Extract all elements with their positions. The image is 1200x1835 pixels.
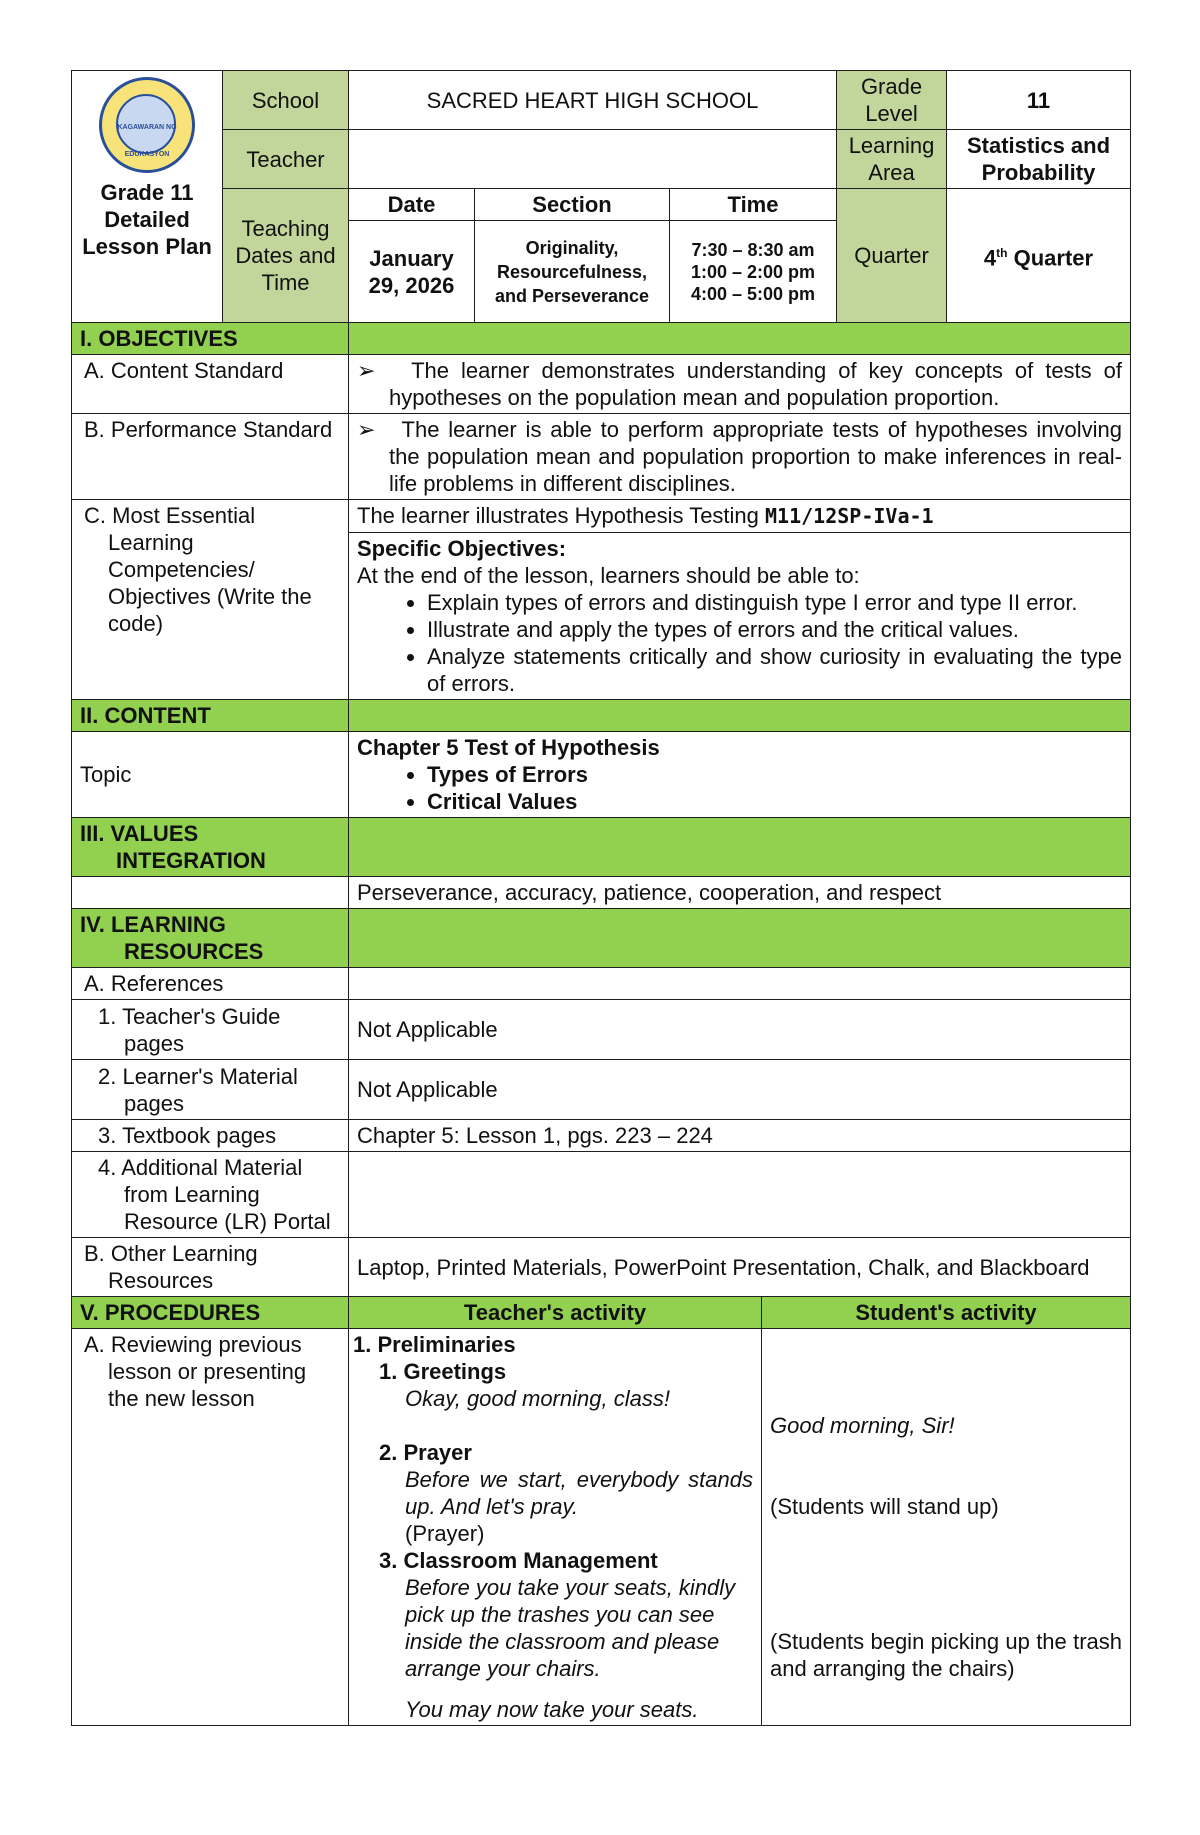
deped-seal-icon: KAGAWARAN NG EDUKASYON [99,77,195,173]
teacher-value [349,130,837,189]
textbook-label: 3. Textbook pages [72,1120,349,1152]
student-activity-head: Student's activity [762,1297,1131,1329]
topic-value: Chapter 5 Test of Hypothesis • Types of Errors • Critical Values [349,732,1131,818]
specific-objectives: Specific Objectives: At the end of the lesson, learners should be able to: • Explain types of errors and distinguish type I error and type II error. • Illustrate and apply the types of errors and the critical values. • Analyze statements critically and show curiosity in evaluating the type of errors. [349,533,1131,700]
quarter-label: Quarter [837,189,947,323]
learners-material-label: 2. Learner's Material pages [72,1060,349,1120]
grade-label: Grade Level [837,71,947,130]
content-standard-label: A. Content Standard [72,355,349,414]
textbook-value: Chapter 5: Lesson 1, pgs. 223 – 224 [349,1120,1131,1152]
other-resources-value: Laptop, Printed Materials, PowerPoint Presentation, Chalk, and Blackboard [349,1238,1131,1297]
time-value: 7:30 – 8:30 am 1:00 – 2:00 pm 4:00 – 5:00 pm [670,221,837,323]
quarter-value: 4th Quarter [947,189,1131,323]
review-label: A. Reviewing previous lesson or presenting the new lesson [72,1329,349,1726]
procedures-heading: V. PROCEDURES [72,1297,349,1329]
performance-standard-text: ➢ The learner is able to perform appropriate tests of hypotheses involving the population mean and population proportion to make inferences in real-life problems in different disciplines. [349,414,1131,500]
teachers-guide-label: 1. Teacher's Guide pages [72,1000,349,1060]
date-value: January 29, 2026 [349,221,475,323]
logo-title-cell [72,71,223,323]
objective-item: • Explain types of errors and distinguish type I error and type II error. [427,589,1122,616]
school-label: School [223,71,349,130]
performance-standard-label: B. Performance Standard [72,414,349,500]
topic-label: Topic [72,732,349,818]
area-label: Learning Area [837,130,947,189]
learners-material-value: Not Applicable [349,1060,1131,1120]
content-heading: II. CONTENT [72,700,349,732]
date-head: Date [349,189,475,221]
melc-text: The learner illustrates Hypothesis Testing M11/12SP-IVa-1 [349,500,1131,533]
objective-item: • Analyze statements critically and show curiosity in evaluating the type of errors. [427,643,1122,697]
student-activity: Good morning, Sir! (Students will stand up) (Students begin picking up the trash and arranging the chairs) [762,1329,1131,1726]
lesson-plan-table [71,70,1131,1726]
time-head: Time [670,189,837,221]
school-value: SACRED HEART HIGH SCHOOL [349,71,837,130]
grade-value: 11 [947,71,1131,130]
additional-material-label: 4. Additional Material from Learning Resource (LR) Portal [72,1152,349,1238]
teacher-activity-head: Teacher's activity [349,1297,762,1329]
area-value: Statistics and Probability [947,130,1131,189]
references-label: A. References [72,968,349,1000]
values-text: Perseverance, accuracy, patience, cooperation, and respect [349,877,1131,909]
teacher-activity: 1. Preliminaries 1. Greetings Okay, good morning, class! 2. Prayer Before we start, everybody stands up. And let's pray. (Prayer) 3. Classroom Management Before you take your seats, kindly pick up the trashes you can see inside the classroom and please arrange your chairs. You may now take your seats. [349,1329,762,1726]
teacher-label: Teacher [223,130,349,189]
values-heading: III. VALUES INTEGRATION [72,818,349,877]
other-resources-label: B. Other Learning Resources [72,1238,349,1297]
resources-heading: IV. LEARNING RESOURCES [72,909,349,968]
teachers-guide-value: Not Applicable [349,1000,1131,1060]
objective-item: • Illustrate and apply the types of errors and the critical values. [427,616,1122,643]
additional-material-value [349,1152,1131,1238]
plan-title: Grade 11 Detailed Lesson Plan [82,180,212,259]
objectives-heading: I. OBJECTIVES [72,323,349,355]
dates-label: Teaching Dates and Time [223,189,349,323]
topic-item: • Types of Errors [427,761,1122,788]
content-standard-text: ➢ The learner demonstrates understanding of key concepts of tests of hypotheses on the population mean and population proportion. [349,355,1131,414]
melc-label: C. Most Essential Learning Competencies/ Objectives (Write the code) [72,500,349,700]
section-value: Originality, Resourcefulness, and Perseverance [475,221,670,323]
section-head: Section [475,189,670,221]
topic-item: • Critical Values [427,788,1122,815]
